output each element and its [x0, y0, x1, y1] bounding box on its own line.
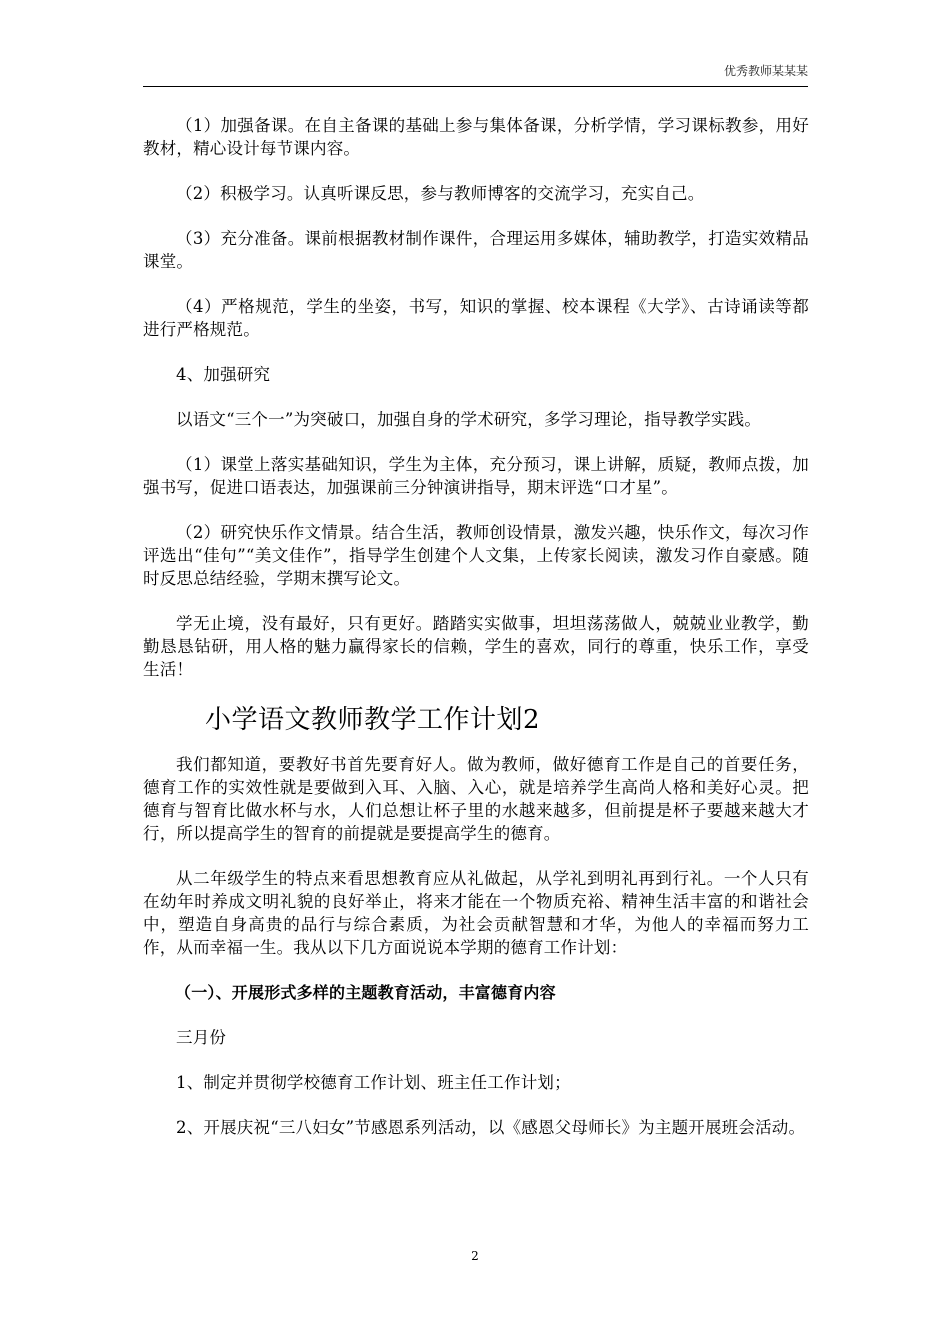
- paragraph-march: 三月份: [176, 1028, 227, 1047]
- document-title: 小学语文教师教学工作计划2: [205, 705, 541, 735]
- paragraph-moral-education-intro: 我们都知道，要教好书首先要育好人。做为教师，做好德育工作是自己的首要任务，德育工作的实效性就是要做到入耳、入脑、入心，就是培养学生高尚人格和美好心灵。把德育与智育比做水杯与水，人们总想让杯子里的水越来越多，但前提是杯子要越来越大才行，所以提高学生的智育的前提就是要提高学生的德育。: [143, 755, 809, 843]
- list-item-plan: 1、制定并贯彻学校德育工作计划、班主任工作计划；: [176, 1073, 571, 1092]
- paragraph-full-preparation: （3）充分准备。课前根据教材制作课件，合理运用多媒体，辅助教学，打造实效精品课堂。: [143, 229, 809, 271]
- page-footer: [0, 1249, 950, 1263]
- header-text: 优秀教师某某某: [723, 64, 808, 78]
- list-item-womens-day: 2、开展庆祝“三八妇女”节感恩系列活动，以《感恩父母师长》为主题开展班会活动。: [176, 1118, 806, 1137]
- page-number: 2: [471, 1249, 479, 1263]
- paragraph-happy-writing: （2）研究快乐作文情景。结合生活，教师创设情景，激发兴趣，快乐作文，每次习作评选出“佳句”“美文佳作”，指导学生创建个人文集，上传家长阅读，激发习作自豪感。随时反思总结经验，学期末撰写论文。: [143, 523, 809, 588]
- section-heading-theme-activities: （一）、开展形式多样的主题教育活动，丰富德育内容: [175, 983, 556, 1002]
- section-heading-research: 4、加强研究: [176, 365, 271, 384]
- paragraph-research-intro: 以语文“三个一”为突破口，加强自身的学术研究，多学习理论，指导教学实践。: [176, 410, 762, 429]
- paragraph-active-learning: （2）积极学习。认真听课反思，参与教师博客的交流学习，充实自己。: [176, 184, 705, 203]
- page-header: [143, 58, 808, 87]
- paragraph-strict-standards: （4）严格规范，学生的坐姿，书写，知识的掌握、校本课程《大学》、古诗诵读等都进行严格规范。: [143, 297, 809, 339]
- document-body: [143, 114, 809, 1161]
- paragraph-conclusion: 学无止境，没有最好，只有更好。踏踏实实做事，坦坦荡荡做人，兢兢业业教学，勤勤恳恳钻研，用人格的魅力赢得家长的信赖，学生的喜欢，同行的尊重，快乐工作，享受生活！: [143, 614, 809, 679]
- paragraph-classroom-basics: （1）课堂上落实基础知识，学生为主体，充分预习，课上讲解，质疑，教师点拨，加强书写，促进口语表达，加强课前三分钟演讲指导，期末评选“口才星”。: [143, 455, 809, 497]
- paragraph-prepare-lessons: （1）加强备课。在自主备课的基础上参与集体备课，分析学情，学习课标教参，用好教材，精心设计每节课内容。: [143, 116, 809, 158]
- paragraph-second-grade: 从二年级学生的特点来看思想教育应从礼做起，从学礼到明礼再到行礼。一个人只有在幼年时养成文明礼貌的良好举止，将来才能在一个物质充裕、精神生活丰富的和谐社会中，塑造自身高贵的品行与综合素质，为社会贡献智慧和才华，为他人的幸福而努力工作，从而幸福一生。我从以下几方面说说本学期的德育工作计划：: [143, 869, 809, 957]
